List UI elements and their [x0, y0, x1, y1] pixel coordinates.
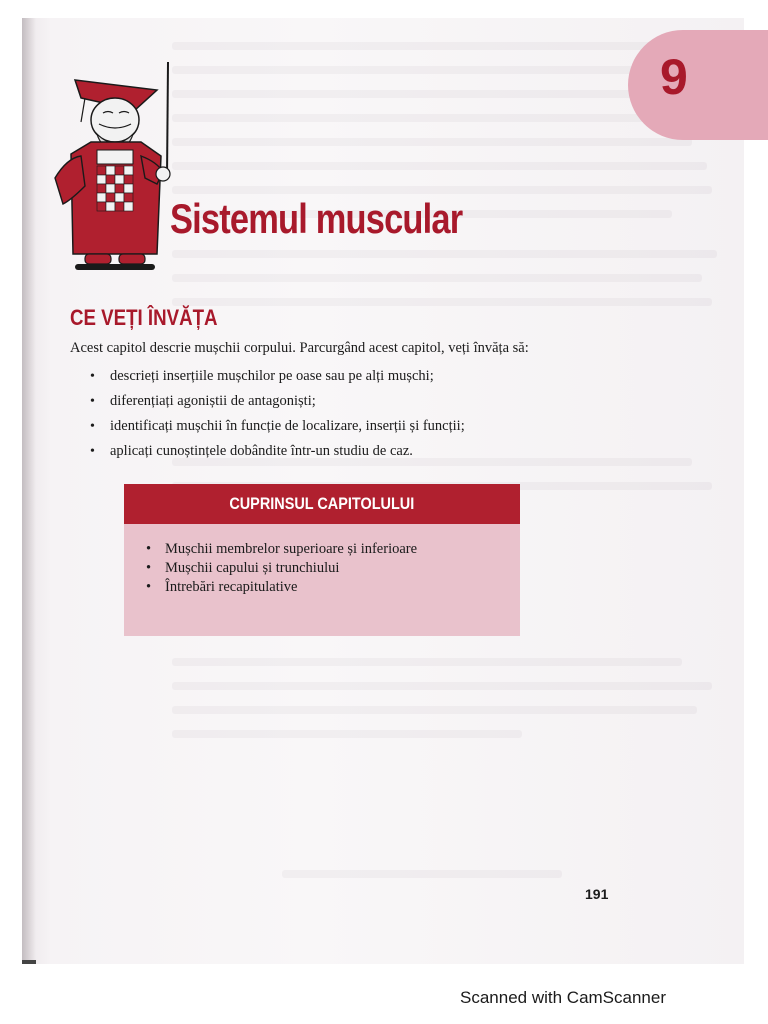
contents-item-text: Mușchii capului și trunchiului	[165, 560, 340, 576]
scan-edge-mark	[22, 960, 36, 964]
chapter-badge	[628, 30, 768, 140]
chapter-number: 9	[660, 49, 688, 105]
contents-heading-text: CUPRINSUL CAPITOLULUI	[229, 494, 415, 513]
list-item	[146, 540, 417, 559]
chapter-contents-box	[124, 484, 520, 636]
list-item	[90, 364, 670, 389]
bullet-icon: •	[146, 579, 152, 595]
list-item	[90, 414, 670, 439]
contents-heading	[124, 484, 520, 524]
learn-intro: Acest capitol descrie mușchii corpului. Parcurgând acest capitol, veți învăța să:	[70, 340, 529, 356]
bullet-icon: •	[90, 444, 95, 459]
professor-mascot-icon	[45, 58, 185, 278]
bullet-icon: •	[90, 369, 95, 384]
objective-text: descrieți inserțiile mușchilor pe oase sau pe alți mușchi;	[110, 368, 434, 384]
learning-objectives	[90, 364, 670, 464]
scanner-watermark: Scanned with CamScanner	[460, 988, 667, 1007]
bullet-icon: •	[146, 560, 152, 576]
learn-heading: CE VEȚI ÎNVĂȚA	[70, 305, 218, 330]
show-through-text	[172, 18, 732, 918]
page-gutter-shadow	[22, 18, 36, 964]
objective-text: identificați mușchii în funcție de localizare, inserții și funcții;	[110, 418, 465, 434]
list-item	[90, 389, 670, 414]
contents-list	[146, 540, 417, 597]
objective-text: diferențiați agoniștii de antagoniști;	[110, 393, 316, 409]
list-item	[146, 559, 417, 578]
bullet-icon: •	[146, 541, 152, 557]
list-item	[146, 578, 417, 597]
contents-item-text: Întrebări recapitulative	[165, 579, 298, 595]
contents-item-text: Mușchii membrelor superioare și inferioare	[165, 541, 418, 557]
objective-text: aplicați cunoștințele dobândite într-un studiu de caz.	[110, 443, 413, 459]
list-item	[90, 439, 670, 464]
page-number: 191	[585, 886, 609, 902]
bullet-icon: •	[90, 419, 95, 434]
chapter-title: Sistemul muscular	[170, 195, 463, 242]
bullet-icon: •	[90, 394, 95, 409]
